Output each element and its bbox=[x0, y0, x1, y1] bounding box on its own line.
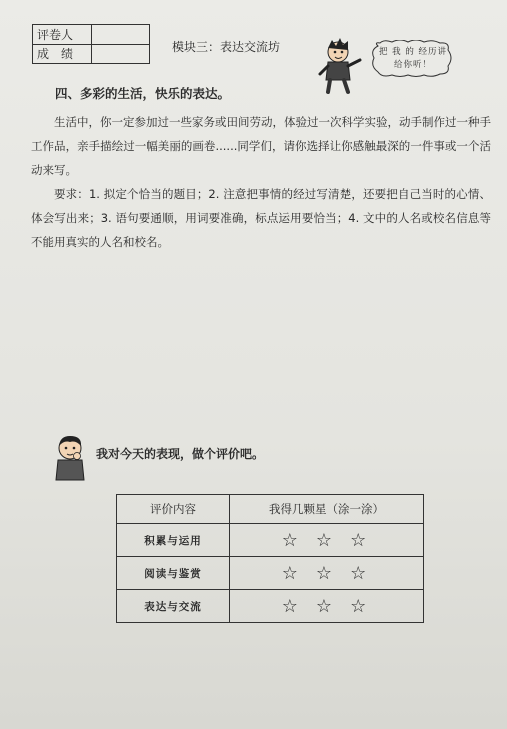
star-icon[interactable]: ☆ bbox=[350, 529, 385, 551]
evaluation-title: 我对今天的表现，做个评价吧。 bbox=[96, 447, 265, 461]
table-row bbox=[117, 524, 424, 557]
reviewer-field[interactable] bbox=[92, 25, 150, 45]
evaluation-item: 阅读与鉴赏 bbox=[117, 557, 230, 590]
evaluation-item: 积累与运用 bbox=[117, 524, 230, 557]
requirements-paragraph: 要求：1. 拟定个恰当的题目；2. 注意把事情的经过写清楚，还要把自己当时的心情、体会写出来；3. 语句要通顺，用词要准确，标点运用要恰当；4. 文中的人名或校名信息等不能用真实的人名和校名。 bbox=[31, 187, 491, 249]
star-icon[interactable]: ☆ bbox=[350, 562, 385, 584]
score-label: 成 绩 bbox=[33, 44, 92, 64]
star-icon[interactable]: ☆ bbox=[315, 562, 351, 584]
star-rating bbox=[230, 557, 424, 590]
self-evaluation-table bbox=[116, 494, 424, 623]
star-rating bbox=[230, 590, 424, 623]
prompt-paragraph: 生活中，你一定参加过一些家务或田间劳动，体验过一次科学实验，动手制作过一种手工作品，亲手描绘过一幅美丽的画卷......同学们，请你选择让你感触最深的一件事或一个活动来写。 bbox=[31, 115, 491, 177]
header-item: 评价内容 bbox=[117, 495, 230, 524]
section-title: 四、多彩的生活，快乐的表达。 bbox=[55, 86, 231, 101]
star-icon[interactable]: ☆ bbox=[350, 595, 385, 617]
reviewer-label: 评卷人 bbox=[33, 25, 92, 45]
bubble-text: 把 我 的 经历讲给你听！ bbox=[378, 47, 448, 70]
score-box bbox=[32, 24, 150, 64]
star-icon[interactable]: ☆ bbox=[315, 529, 351, 551]
score-field[interactable] bbox=[92, 44, 150, 64]
table-row bbox=[117, 557, 424, 590]
star-rating bbox=[230, 524, 424, 557]
star-icon[interactable]: ☆ bbox=[281, 529, 316, 551]
star-icon[interactable]: ☆ bbox=[281, 595, 316, 617]
module-title: 模块三：表达交流坊 bbox=[172, 40, 281, 54]
star-icon[interactable]: ☆ bbox=[281, 562, 316, 584]
table-row bbox=[117, 590, 424, 623]
thinking-boy-icon bbox=[50, 434, 90, 482]
cartoon-boy-icon bbox=[316, 38, 362, 96]
header-stars: 我得几颗星（涂一涂） bbox=[230, 495, 424, 524]
star-icon[interactable]: ☆ bbox=[315, 595, 351, 617]
evaluation-item: 表达与交流 bbox=[117, 590, 230, 623]
